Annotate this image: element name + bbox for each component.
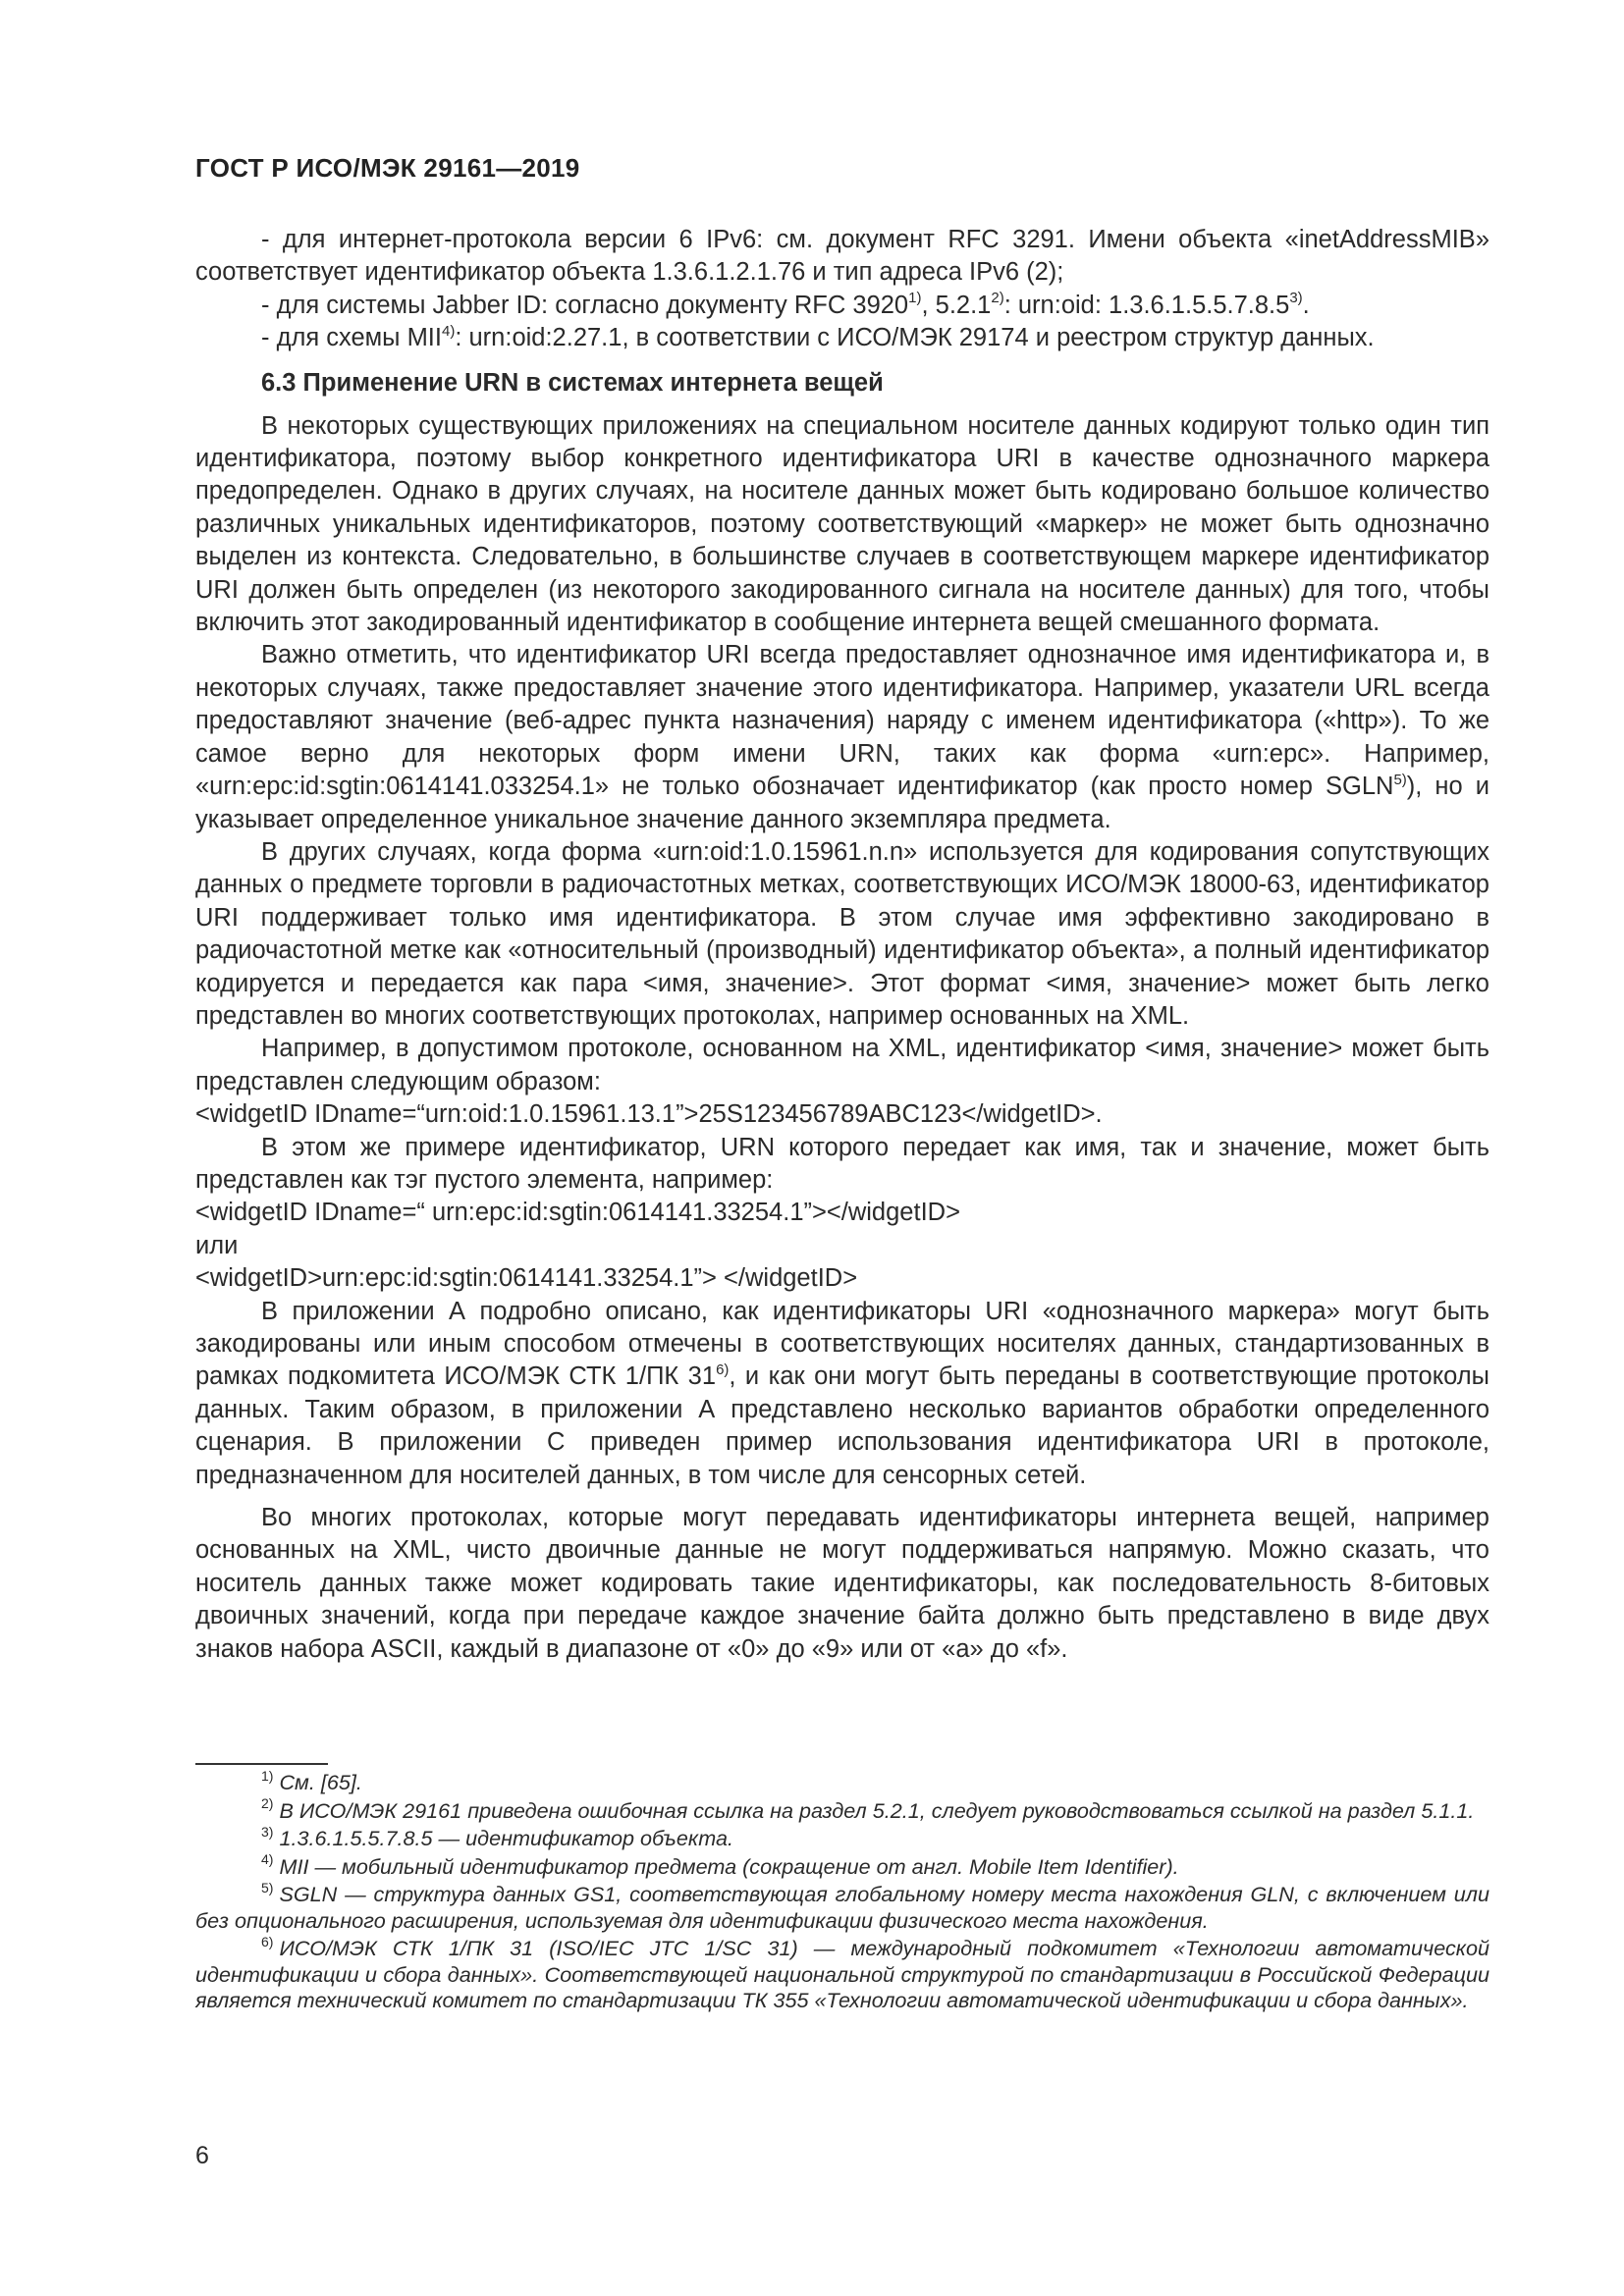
section-heading: 6.3 Применение URN в системах интернета вещей	[261, 368, 884, 397]
body-paragraph: В других случаях, когда форма «urn:oid:1.0.15961.n.n» используется для кодирования сопутствующих данных о предмете торговли в радиочастотных метках, соответствующих ИСО/МЭК 18000-63, идентификатор URI поддерживает только имя идентификатора. В этом случае имя эффективно закодировано в радиочастотной метке как «относительный (производный) идентификатор объекта», а полный идентификатор кодируется и передается как пара <имя, значение>. Этот формат <имя, значение> может быть легко представлен во многих соответствующих протоколах, например основанных на XML.	[195, 837, 1489, 1030]
body-paragraph: Важно отметить, что идентификатор URI всегда предоставляет однозначное имя идентификатора и, в некоторых случаях, также предоставляет значение этого идентификатора. Например, указатели URL всегда предоставляют значение (веб-адрес пункта назначения) наряду с именем идентификатора («http»). То же самое верно для некоторых форм имени URN, таких как форма «urn:epc». Например, «urn:epc:id:sgtin:0614141.033254.1» не только обозначает идентификатор (как просто номер SGLN$^{5)}$), но и указывает определенное уникальное значение данного экземпляра предмета.	[195, 641, 1489, 833]
paragraph-gap	[195, 1492, 1489, 1502]
footnote-ref[interactable]: 1)	[908, 290, 922, 307]
body-paragraph: Во многих протоколах, которые могут передавать идентификаторы интернета вещей, например основанных на XML, чисто двоичные данные не могут поддерживаться напрямую. Можно сказать, что носитель данных также может кодировать такие идентификаторы, как последовательность 8-битовых двоичных значений, когда при передаче каждое значение байта должно быть представлено в виде двух знаков набора ASCII, каждый в диапазоне от «0» до «9» или от «a» до «f».	[195, 1504, 1489, 1663]
body-paragraph: - для интернет-протокола версии 6 IPv6: см. документ RFC 3291. Имени объекта «inetAddressMIB» соответствует идентификатор объекта 1.3.6.1.2.1.76 и тип адреса IPv6 (2);	[195, 226, 1489, 287]
code-line: или	[195, 1231, 239, 1259]
footnote-ref[interactable]: 6)	[716, 1361, 730, 1378]
footnote-ref[interactable]: 3)	[1289, 290, 1303, 307]
footnote-mark: 2)	[261, 1795, 274, 1812]
footnote-ref[interactable]: 4)	[441, 322, 456, 340]
footnote: $^{2)}$ В ИСО/МЭК 29161 приведена ошибочная ссылка на раздел 5.2.1, следует руководствоваться ссылкой на раздел 5.1.1.	[261, 1795, 1475, 1823]
footnote: $^{3)}$ 1.3.6.1.5.5.7.8.5 — идентификатор объекта.	[261, 1823, 734, 1850]
body-paragraph: - для схемы MII$^{4)}$: urn:oid:2.27.1, в соответствии с ИСО/МЭК 29174 и реестром структур данных.	[261, 322, 1375, 352]
footnote-mark: 4)	[261, 1851, 274, 1868]
footnote-ref[interactable]: 2)	[991, 290, 1004, 307]
page-number: 6	[195, 2142, 209, 2169]
footnotes	[195, 1767, 1489, 2014]
body-paragraph: Например, в допустимом протоколе, основанном на XML, идентификатор <имя, значение> может быть представлен следующим образом:	[195, 1035, 1489, 1095]
footnote: $^{1)}$ См. [65].	[261, 1767, 362, 1794]
document-header-title: ГОСТ Р ИСО/МЭК 29161—2019	[195, 153, 580, 183]
code-line: <widgetID>urn:epc:id:sgtin:0614141.33254.1”> </widgetID>	[195, 1264, 858, 1293]
footnote-mark: 1)	[261, 1767, 274, 1784]
footnote: $^{5)}$ SGLN — структура данных GS1, соответствующая глобальному номеру места нахождения GLN, с включением или без опционального расширения, используемая для идентификации физического места нахождения.	[195, 1879, 1489, 1933]
body-paragraph: В некоторых существующих приложениях на специальном носителе данных кодируют только один тип идентификатора, поэтому выбор конкретного идентификатора URI в качестве однозначного маркера предопределен. Однако в других случаях, на носителе данных может быть кодировано большое количество различных уникальных идентификаторов, поэтому соответствующий «маркер» не может быть однозначно выделен из контекста. Следовательно, в большинстве случаев в соответствующем маркере идентификатор URI должен быть определен (из некоторого закодированного сигнала на носителе данных) для того, чтобы включить этот закодированный идентификатор в сообщение интернета вещей смешанного формата.	[195, 411, 1489, 637]
footnote: $^{4)}$ MII — мобильный идентификатор предмета (сокращение от англ. Mobile Item Identifier).	[261, 1851, 1179, 1879]
footnote-mark: 5)	[261, 1879, 274, 1896]
body-paragraph: В приложении А подробно описано, как идентификаторы URI «однозначного маркера» могут быть закодированы или иным способом отмечены в соответствующих носителях данных, стандартизованных в рамках подкомитета ИСО/МЭК СТК 1/ПК 31$^{6)}$, и как они могут быть переданы в соответствующие протоколы данных. Таким образом, в приложении А представлено несколько вариантов обработки определенного сценария. В приложении С приведен пример использования идентификатора URI в протоколе, предназначенном для носителей данных, в том числе для сенсорных сетей.	[195, 1297, 1489, 1489]
footnote-ref[interactable]: 5)	[1393, 771, 1407, 788]
footnote-mark: 3)	[261, 1823, 274, 1840]
document-body	[195, 224, 1489, 1666]
footnote: $^{6)}$ ИСО/МЭК СТК 1/ПК 31 (ISO/IEC JTC 1/SC 31) — международный подкомитет «Технологии автоматической идентификации и сбора данных». Соответствующей национальной структурой по стандартизации в Российской Федерации является технический комитет по стандартизации ТК 355 «Технологии автоматической идентификации и сбора данных».	[195, 1933, 1489, 2012]
body-paragraph: - для системы Jabber ID: согласно документу RFC 3920$^{1)}$, 5.2.1$^{2)}$: urn:oid: 1.3.6.1.5.5.7.8.5$^{3)}$.	[261, 290, 1310, 319]
code-line: <widgetID IDname=“ urn:epc:id:sgtin:0614141.33254.1”></widgetID>	[195, 1199, 960, 1227]
footnote-separator	[195, 1763, 328, 1765]
code-line: <widgetID IDname=“urn:oid:1.0.15961.13.1”>25S123456789ABC123</widgetID>.	[195, 1100, 1103, 1129]
body-paragraph: В этом же примере идентификатор, URN которого передает как имя, так и значение, может быть представлен как тэг пустого элемента, например:	[195, 1133, 1489, 1194]
footnote-mark: 6)	[261, 1933, 274, 1949]
